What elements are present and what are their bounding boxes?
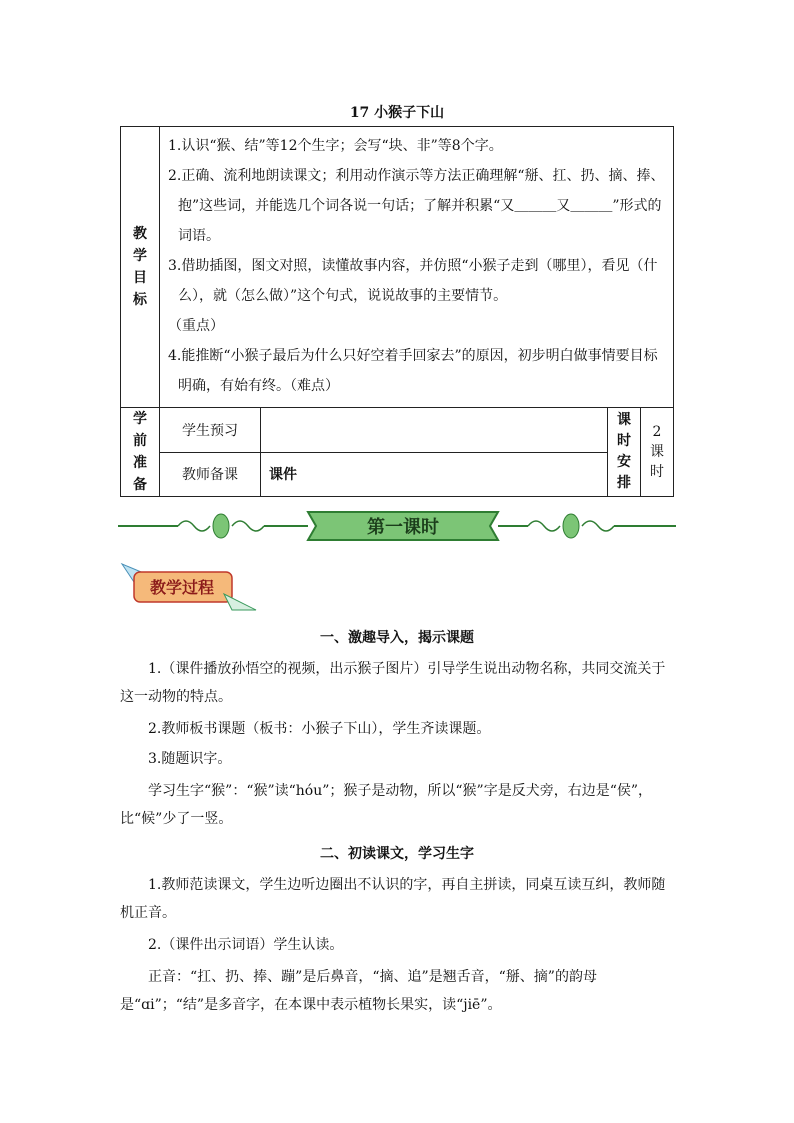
section-1-para-4: 学习生字“猴”：“猴”读“hóu”；猴子是动物，所以“猴”字是反犬旁，右边是“侯”，比“候”少了一竖。 — [120, 783, 653, 827]
goal-2: 2.正确、流利地朗读课文；利用动作演示等方法正确理解“掰、扛、扔、摘、捧、抱”这些词，并能选几个词各说一句话；了解并积累“又＿＿＿又＿＿＿”形式的词语。 — [168, 168, 665, 244]
goal-3-note: （重点） — [168, 318, 224, 334]
schedule-value — [641, 408, 674, 497]
section-1-heading: 一、激趣导入，揭示课题 — [320, 630, 474, 646]
section-2-para-3: 正音：“扛、扔、捧、蹦”是后鼻音，“摘、追”是翘舌音，“掰、摘”的韵母是“ɑi”；“结”是多音字，在本课中表示植物长果实，读“jiē”。 — [120, 969, 597, 1013]
lesson-banner — [118, 506, 676, 546]
prep-header — [121, 408, 160, 497]
goal-1: 1.认识“猴、结”等12个生字；会写“块、非”等8个字。 — [168, 138, 503, 154]
schedule-header — [608, 408, 641, 497]
lesson-plan-table — [120, 126, 674, 497]
section-1-para-1: 1.（课件播放孙悟空的视频，出示猴子图片）引导学生说出动物名称，共同交流关于这一动物的特点。 — [120, 661, 666, 705]
section-2-para-1: 1.教师范读课文，学生边听边圈出不认识的字，再自主拼读，同桌互读互纠，教师随机正音。 — [120, 877, 666, 921]
goals-header — [121, 127, 160, 408]
goal-3: 3.借助插图，图文对照，读懂故事内容，并仿照“小猴子走到（哪里），看见（什么），就（怎么做）”这个句式，说说故事的主要情节。 — [168, 258, 658, 304]
goal-4: 4.能推断“小猴子最后为什么只好空着手回家去”的原因，初步明白做事情要目标明确，有始有终。（难点） — [168, 348, 658, 394]
goals-cell — [160, 127, 674, 408]
process-label-text: 教学过程 — [149, 578, 215, 597]
section-2-heading: 二、初读课文，学习生字 — [320, 846, 474, 862]
process-label — [120, 560, 260, 618]
schedule-value-text: 2课时 — [650, 424, 664, 480]
lesson-title: 17 小猴子下山 — [349, 105, 445, 121]
prep-header-text: 学前准备 — [133, 411, 147, 493]
student-prep-label: 学生预习 — [160, 408, 261, 453]
banner-text: 第一课时 — [367, 517, 439, 538]
schedule-header-text: 课时安排 — [617, 412, 631, 491]
section-1-para-2: 2.教师板书课题（板书：小猴子下山），学生齐读课题。 — [148, 721, 491, 737]
teacher-prep-value: 课件 — [261, 452, 608, 497]
section-1-para-3: 3.随题识字。 — [148, 751, 232, 767]
goals-header-text: 教学目标 — [133, 226, 147, 308]
teacher-prep-label: 教师备课 — [160, 452, 261, 497]
paper-plane-icon — [120, 560, 260, 618]
student-prep-value — [261, 408, 608, 453]
section-2-para-2: 2.（课件出示词语）学生认读。 — [148, 937, 344, 953]
banner-ornament — [118, 506, 676, 546]
